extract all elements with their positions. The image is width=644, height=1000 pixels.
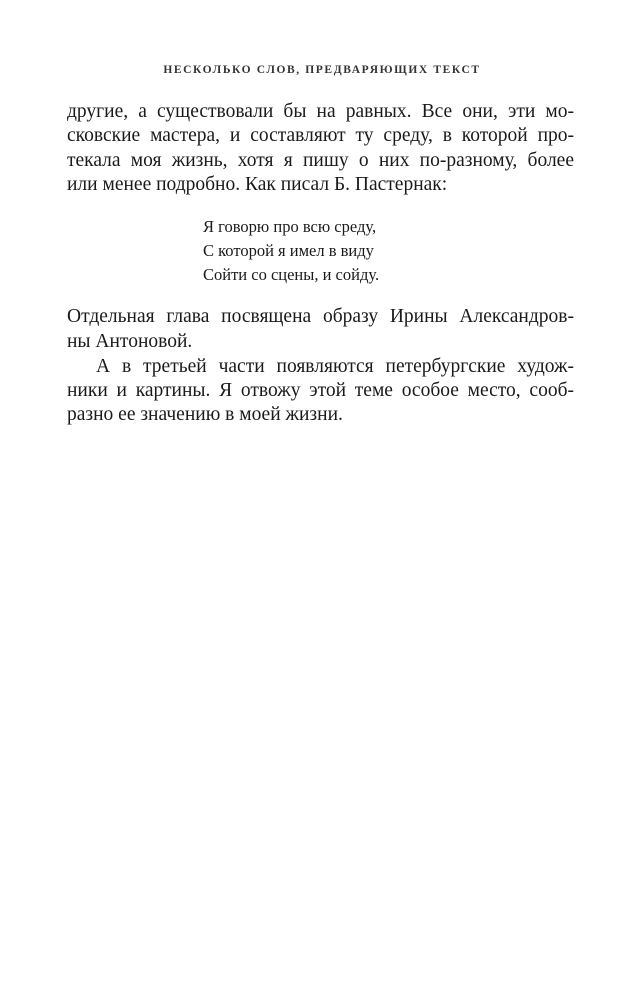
text-line: разно ее значению в моей жизни. bbox=[67, 404, 343, 425]
verse-line: Сойти со сцены, и сойду. bbox=[203, 265, 380, 284]
text-line: другие, а существовали бы на равных. Все они, эти мо- bbox=[67, 101, 574, 122]
text-line: А в третьей части появляются петербургские худож- bbox=[96, 356, 574, 377]
text-line: текала моя жизнь, хотя я пишу о них по-разному, более bbox=[67, 150, 574, 171]
verse-line: С которой я имел в виду bbox=[203, 241, 374, 260]
text-line: сковские мастера, и составляют ту среду, в которой про- bbox=[67, 125, 574, 146]
text-line: ники и картины. Я отвожу этой теме особое место, сооб- bbox=[67, 380, 574, 401]
text-line: или менее подробно. Как писал Б. Пастернак: bbox=[67, 174, 448, 195]
verse-line: Я говорю про всю среду, bbox=[203, 217, 377, 236]
text-line: ны Антоновой. bbox=[67, 331, 193, 352]
running-header: НЕСКОЛЬКО СЛОВ, ПРЕДВАРЯЮЩИХ ТЕКСТ bbox=[163, 64, 481, 76]
text-line: Отдельная глава посвящена образу Ирины Александров- bbox=[67, 306, 574, 327]
